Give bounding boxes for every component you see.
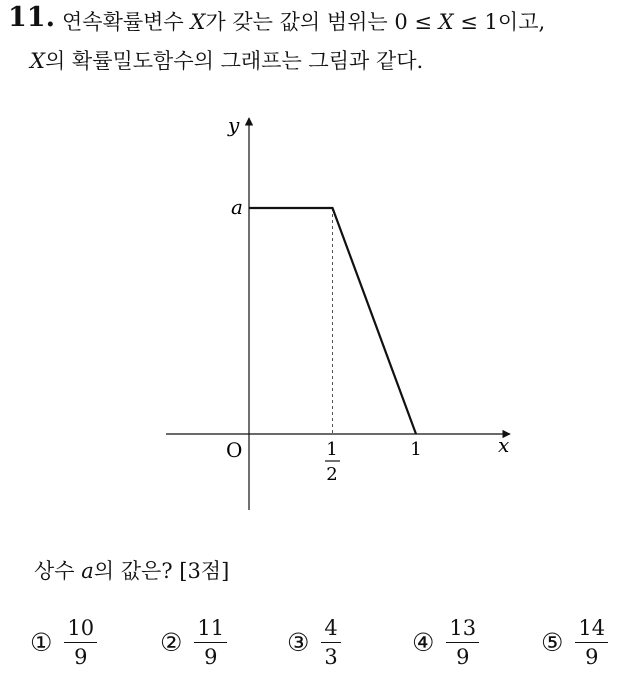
choice-2[interactable] [160, 610, 227, 674]
denominator: 9 [204, 644, 218, 669]
var-x: X [190, 10, 206, 34]
text: 연속확률변수 [62, 10, 191, 34]
var-x: X [438, 10, 454, 34]
denominator: 3 [324, 644, 338, 669]
choice-mark: ① [30, 627, 53, 657]
denominator: 9 [456, 644, 470, 669]
text: 의 확률밀도함수의 그래프는 그림과 같다. [44, 49, 424, 73]
text: 가 갖는 값의 범위는 0 ≤ [205, 10, 439, 34]
var-x: X [30, 49, 45, 73]
choice-mark: ⑤ [541, 627, 564, 657]
choice-fraction [194, 616, 227, 669]
numerator: 13 [446, 616, 479, 643]
choice-mark: ② [160, 627, 183, 657]
choice-1[interactable] [30, 610, 97, 674]
numerator: 10 [64, 616, 97, 643]
question-prompt [34, 555, 229, 585]
text: 상수 [34, 559, 82, 583]
x-half-numerator: 1 [326, 439, 338, 460]
choice-4[interactable] [412, 610, 479, 674]
y-value-label: a [231, 195, 243, 219]
y-axis-label: y [228, 113, 240, 137]
choice-fraction [575, 616, 608, 669]
x-axis-label: x [498, 433, 510, 457]
denominator: 9 [585, 644, 599, 669]
choice-fraction [446, 616, 479, 669]
denominator: 9 [74, 644, 88, 669]
choice-mark: ③ [287, 627, 310, 657]
choice-5[interactable] [541, 610, 608, 674]
var-a: a [81, 559, 94, 583]
numerator: 4 [321, 616, 340, 643]
choice-fraction [321, 616, 340, 669]
numerator: 14 [575, 616, 608, 643]
choice-mark: ④ [412, 627, 435, 657]
text: 의 값은? [3점] [93, 559, 230, 583]
question-number: 11. [8, 2, 55, 33]
origin-label: O [226, 438, 243, 462]
choice-3[interactable] [287, 610, 341, 674]
answer-choices [0, 610, 619, 674]
x-half-denominator: 2 [326, 464, 338, 485]
numerator: 11 [194, 616, 227, 643]
x-one-label: 1 [410, 439, 422, 460]
text: ≤ 1이고, [453, 10, 546, 34]
choice-fraction [64, 616, 97, 669]
